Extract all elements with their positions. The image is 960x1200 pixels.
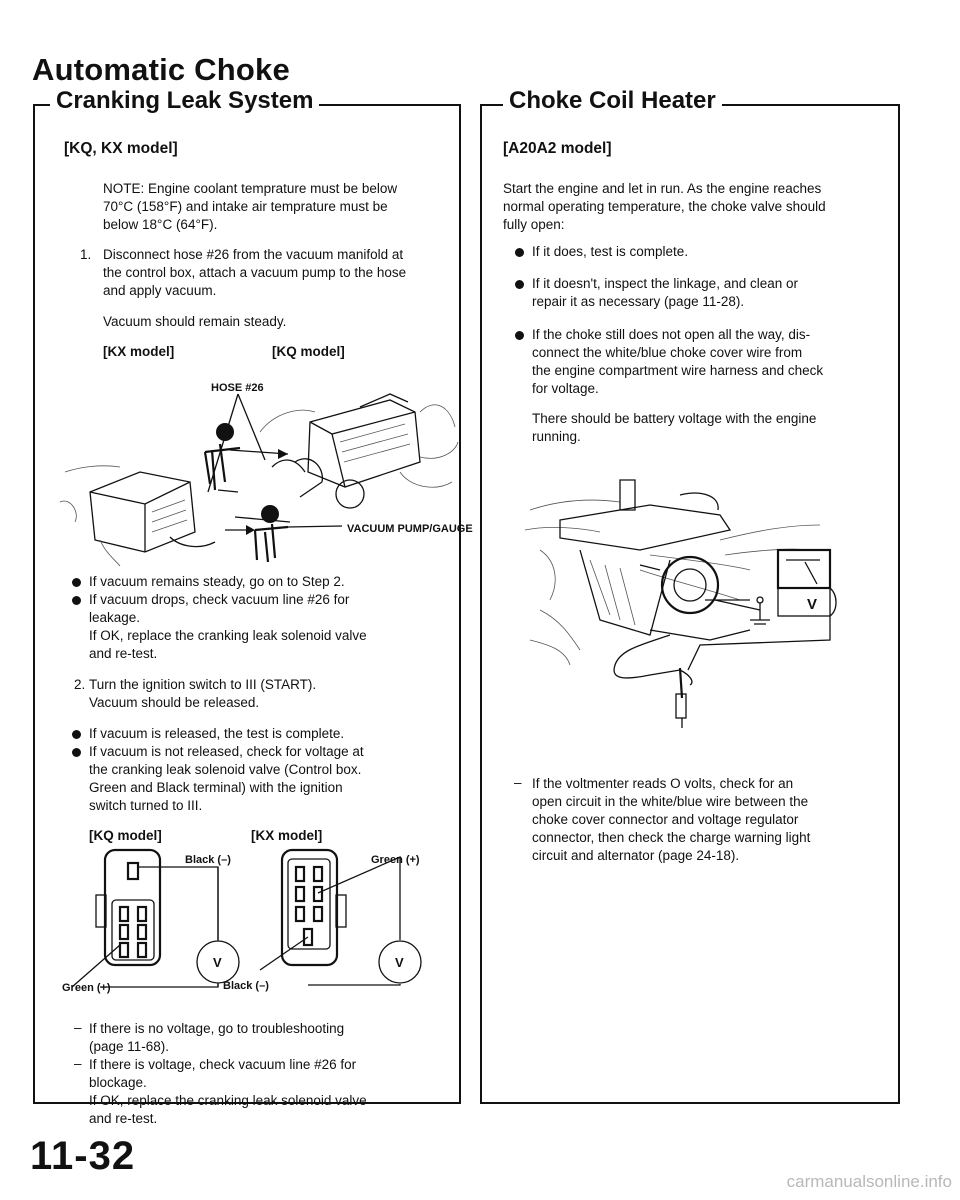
rbullet3-line-3: the engine compartment wire harness and check [532,363,824,378]
dash-icon: – [74,1056,82,1071]
step1-line-1: Disconnect hose #26 from the vacuum manifold at [103,247,404,262]
dash2-line-2: blockage. [89,1075,147,1090]
fig2-black-label-2: Black (–) [223,980,269,992]
note-line-1: NOTE: Engine coolant temprature must be below [103,181,398,196]
left-section-title: Cranking Leak System [50,87,319,115]
bullet-icon [515,248,524,257]
dash1-line-2: (page 11-68). [89,1039,170,1054]
rdash-line-5: circuit and alternator (page 24-18). [532,848,740,863]
step2-line-2: Vacuum should be released. [89,695,260,710]
bullet2-line-1: If vacuum drops, check vacuum line #26 for [89,592,350,607]
page-title: Automatic Choke [32,52,290,87]
note-line-2: 70°C (158°F) and intake air temprature must be [103,199,388,214]
fig1-label-kx: [KX model] [103,344,175,359]
dash-icon: – [74,1020,82,1035]
fig2-v-label-2: V [395,955,404,970]
bullet-icon [72,748,81,757]
dash2-line-1: If there is voltage, check vacuum line #26 for [89,1057,357,1072]
dash1-line-1: If there is no voltage, go to troubleshooting [89,1021,345,1036]
intro-line-3: fully open: [503,217,565,232]
bullet4-line-1: If vacuum is not released, check for voltage at [89,744,364,759]
fig2-label-kx: [KX model] [251,828,323,843]
rbullet2-line-1: If it doesn't, inspect the linkage, and clean or [532,276,798,291]
right-section-title: Choke Coil Heater [503,87,722,115]
bullet2-line-3: If OK, replace the cranking leak solenoid valve [89,628,367,643]
rbullet3-line-2: connect the white/blue choke cover wire from [532,345,803,360]
step1-number: 1. [80,247,92,262]
fig2-v-label-1: V [213,955,222,970]
step2-line-1: Turn the ignition switch to III (START). [89,677,317,692]
fig1-pump-label: VACUUM PUMP/GAUGE [347,523,473,535]
rdash-line-4: connector, then check the charge warning light [532,830,811,845]
fig1-label-kq: [KQ model] [272,344,345,359]
bullet2-line-4: and re-test. [89,646,158,661]
carburetor-diagram [520,470,890,730]
battery-line-1: There should be battery voltage with the engine [532,411,817,426]
fig2-green-label-2: Green (+) [371,854,420,866]
step2-number: 2. [74,677,86,692]
rbullet3-line-4: for voltage. [532,381,599,396]
bullet1-line-1: If vacuum remains steady, go on to Step 2. [89,574,345,589]
left-model-heading: [KQ, KX model] [64,140,178,157]
battery-line-2: running. [532,429,581,444]
step1-line-3: and apply vacuum. [103,283,217,298]
bullet4-line-2: the cranking leak solenoid valve (Control box. [89,762,362,777]
dash2-line-3: If OK, replace the cranking leak solenoid valve [89,1093,367,1108]
rbullet2-line-2: repair it as necessary (page 11-28). [532,294,745,309]
meter-v-label: V [807,596,818,613]
intro-line-2: normal operating temperature, the choke valve should [503,199,826,214]
control-box-diagram [60,372,460,568]
bullet3-line-1: If vacuum is released, the test is complete. [89,726,345,741]
fig2-green-label-1: Green (+) [62,982,111,994]
step1-line-2: the control box, attach a vacuum pump to the hose [103,265,407,280]
fig2-label-kq: [KQ model] [89,828,162,843]
bullet-icon [72,596,81,605]
fig2-black-label-1: Black (–) [185,854,231,866]
rdash-line-2: open circuit in the white/blue wire between the [532,794,809,809]
bullet-icon [515,331,524,340]
bullet-icon [72,578,81,587]
rbullet1-line-1: If it does, test is complete. [532,244,689,259]
rdash-line-3: choke cover connector and voltage regulator [532,812,799,827]
vacuum-steady-text: Vacuum should remain steady. [103,314,287,329]
note-line-3: below 18°C (64°F). [103,217,218,232]
intro-line-1: Start the engine and let in run. As the engine reaches [503,181,822,196]
bullet4-line-4: switch turned to III. [89,798,203,813]
watermark: carmanualsonline.info [786,1172,952,1191]
rdash-line-1: If the voltmenter reads O volts, check for an [532,776,794,791]
bullet2-line-2: leakage. [89,610,141,625]
dash-icon: – [514,775,522,790]
bullet-icon [515,280,524,289]
page-number: 11-32 [30,1134,136,1178]
bullet-icon [72,730,81,739]
rbullet3-line-1: If the choke still does not open all the way, dis- [532,327,811,342]
bullet4-line-3: Green and Black terminal) with the ignition [89,780,343,795]
dash2-line-4: and re-test. [89,1111,158,1126]
right-model-heading: [A20A2 model] [503,140,612,157]
connector-diagram [60,845,440,995]
fig1-hose-label: HOSE #26 [211,382,264,394]
